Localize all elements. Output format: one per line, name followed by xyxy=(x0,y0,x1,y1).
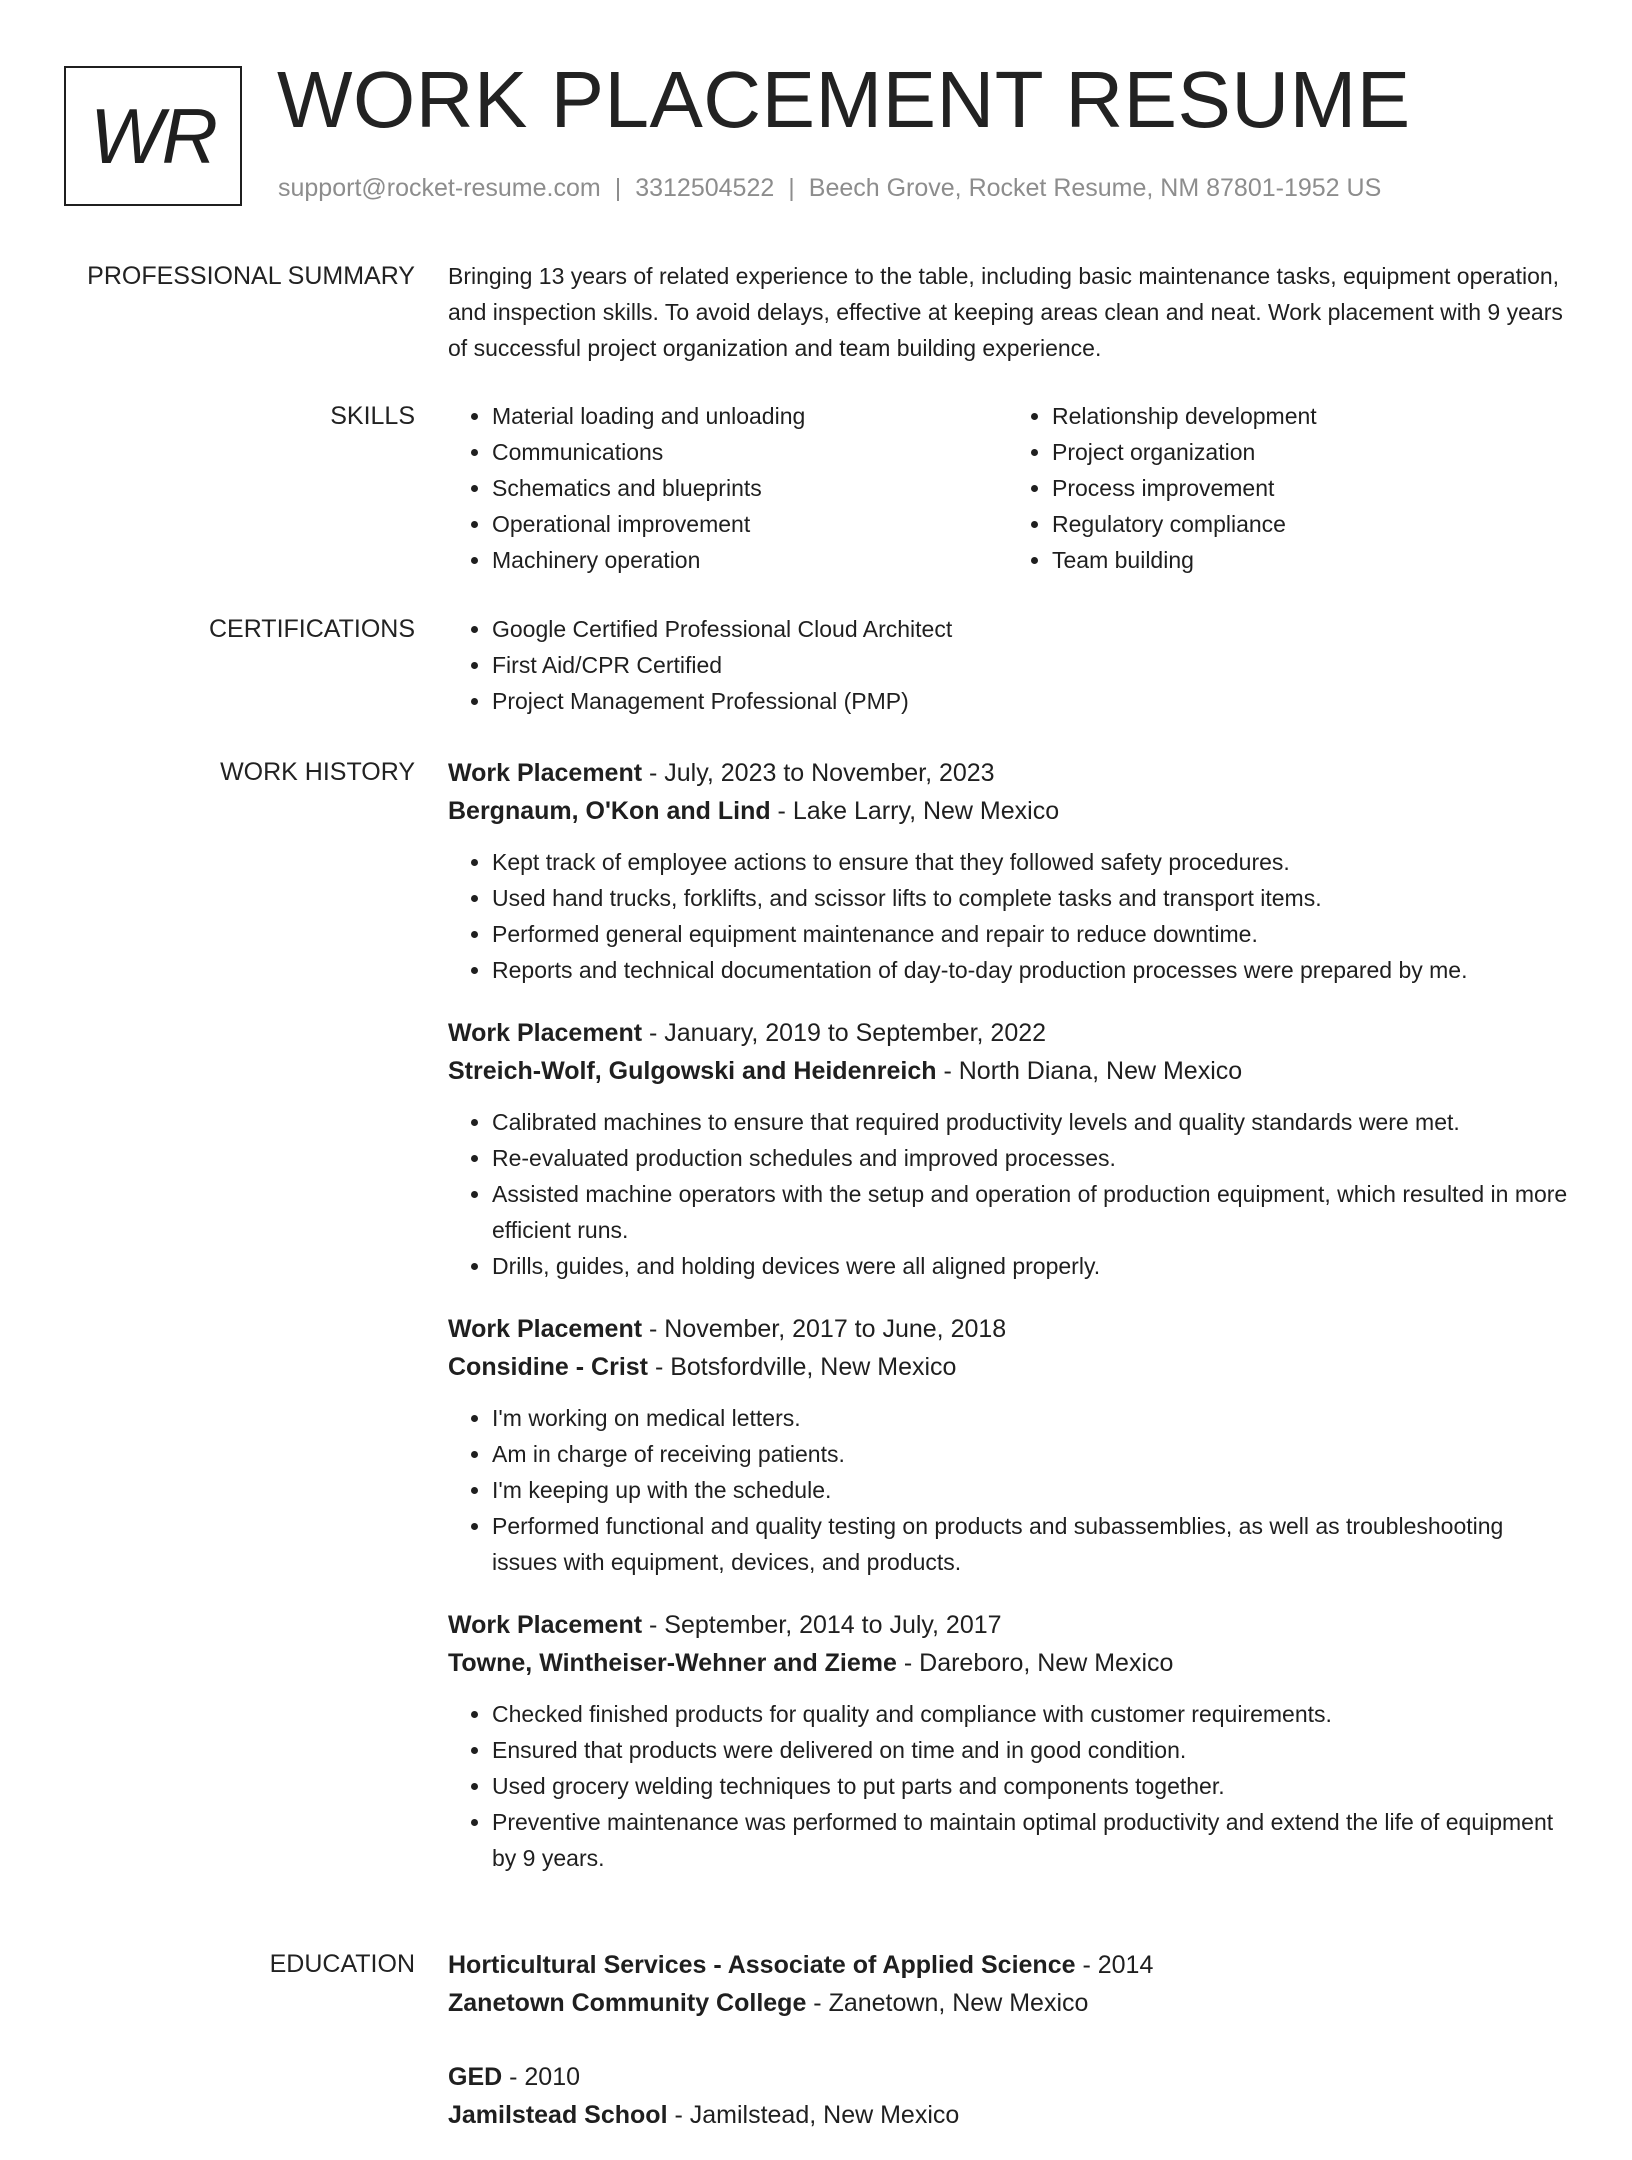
education-school-line xyxy=(448,2096,1568,2134)
job-duty: • Kept track of employee actions to ensure that they followed safety procedures. xyxy=(492,844,1568,880)
section-label-education: EDUCATION xyxy=(269,1950,415,1978)
education-degree-line xyxy=(448,1946,1568,1984)
job-duty: • I'm keeping up with the schedule. xyxy=(492,1472,1568,1508)
education-school: Jamilstead School xyxy=(448,2101,668,2129)
certification-item: • First Aid/CPR Certified xyxy=(492,647,1568,683)
education-entry xyxy=(448,1946,1568,2022)
contact-separator: | xyxy=(614,174,622,202)
education-degree: Horticultural Services - Associate of Applied Science xyxy=(448,1951,1076,1979)
contact-separator: | xyxy=(788,174,795,202)
education-location: - Jamilstead, New Mexico xyxy=(667,2101,960,2129)
education-school: Zanetown Community College xyxy=(448,1989,807,2017)
job-company: Considine - Crist xyxy=(448,1353,649,1381)
skill-item: • Communications xyxy=(492,434,1008,470)
section-label-work-history: WORK HISTORY xyxy=(220,758,415,786)
job-duty: • Assisted machine operators with the setup and operation of production equipment, which resulted in more efficient runs. xyxy=(492,1176,1568,1248)
job-duty: • Drills, guides, and holding devices were all aligned properly. xyxy=(492,1248,1568,1284)
skills-list-left xyxy=(448,398,1008,578)
job-title-line xyxy=(448,1014,1568,1052)
skill-item: • Process improvement xyxy=(1052,470,1568,506)
job-location: - Dareboro, New Mexico xyxy=(896,1649,1174,1677)
job-entry xyxy=(448,1310,1568,1580)
job-entry xyxy=(448,754,1568,988)
education-year: - 2014 xyxy=(1075,1951,1154,1979)
job-duty: • I'm working on medical letters. xyxy=(492,1400,1568,1436)
job-location: - Lake Larry, New Mexico xyxy=(770,797,1060,825)
skill-item: • Relationship development xyxy=(1052,398,1568,434)
job-dates: - July, 2023 to November, 2023 xyxy=(642,759,995,787)
skill-item: • Machinery operation xyxy=(492,542,1008,578)
skill-item: • Schematics and blueprints xyxy=(492,470,1008,506)
certification-item: • Project Management Professional (PMP) xyxy=(492,683,1568,719)
skill-item: • Project organization xyxy=(1052,434,1568,470)
skill-item: • Material loading and unloading xyxy=(492,398,1008,434)
job-company: Towne, Wintheiser-Wehner and Zieme xyxy=(448,1649,897,1677)
job-duty: • Calibrated machines to ensure that required productivity levels and quality standards were met. xyxy=(492,1104,1568,1140)
contact-email: support@rocket-resume.com xyxy=(278,174,601,202)
job-company-line xyxy=(448,1644,1568,1682)
job-dates: - January, 2019 to September, 2022 xyxy=(642,1019,1047,1047)
contact-address: Beech Grove, Rocket Resume, NM 87801-1952 US xyxy=(808,174,1382,202)
job-title: Work Placement xyxy=(448,759,643,787)
job-company-line xyxy=(448,1348,1568,1386)
job-title: Work Placement xyxy=(448,1611,643,1639)
job-company: Streich-Wolf, Gulgowski and Heidenreich xyxy=(448,1057,937,1085)
job-company: Bergnaum, O'Kon and Lind xyxy=(448,797,771,825)
job-title-line xyxy=(448,1606,1568,1644)
job-duties xyxy=(448,1696,1568,1876)
job-dates: - November, 2017 to June, 2018 xyxy=(642,1315,1007,1343)
education-location: - Zanetown, New Mexico xyxy=(806,1989,1089,2017)
job-duty: • Am in charge of receiving patients. xyxy=(492,1436,1568,1472)
education-school-line xyxy=(448,1984,1568,2022)
job-duties xyxy=(448,844,1568,988)
job-duty: • Preventive maintenance was performed to maintain optimal productivity and extend the life of equipment by 9 years. xyxy=(492,1804,1568,1876)
skill-item: • Team building xyxy=(1052,542,1568,578)
job-duty: • Used grocery welding techniques to put parts and components together. xyxy=(492,1768,1568,1804)
job-title-line xyxy=(448,754,1568,792)
job-title: Work Placement xyxy=(448,1019,643,1047)
job-duty: • Re-evaluated production schedules and improved processes. xyxy=(492,1140,1568,1176)
monogram: WR xyxy=(64,66,242,206)
job-title-line xyxy=(448,1310,1568,1348)
job-duty: • Used hand trucks, forklifts, and scissor lifts to complete tasks and transport items. xyxy=(492,880,1568,916)
section-label-skills: SKILLS xyxy=(330,402,415,430)
job-duty: • Checked finished products for quality and compliance with customer requirements. xyxy=(492,1696,1568,1732)
job-location: - North Diana, New Mexico xyxy=(936,1057,1243,1085)
job-duty: • Ensured that products were delivered on time and in good condition. xyxy=(492,1732,1568,1768)
job-company-line xyxy=(448,1052,1568,1090)
skill-item: • Operational improvement xyxy=(492,506,1008,542)
education-degree: GED xyxy=(448,2063,503,2091)
job-duties xyxy=(448,1104,1568,1284)
section-label-certifications: CERTIFICATIONS xyxy=(208,615,415,643)
skill-item: • Regulatory compliance xyxy=(1052,506,1568,542)
job-duties xyxy=(448,1400,1568,1580)
skills-list-right xyxy=(1008,398,1568,578)
contact-phone: 3312504522 xyxy=(635,174,775,202)
summary-text: Bringing 13 years of related experience to the table, including basic maintenance tasks, equipment operation, and inspection skills. To avoid delays, effective at keeping areas clean and neat. Work placement with 9 years of successful project organization and team building experience. xyxy=(448,263,1563,361)
job-dates: - September, 2014 to July, 2017 xyxy=(642,1611,1002,1639)
contact-info xyxy=(278,174,1381,203)
resume-title: WORK PLACEMENT RESUME xyxy=(277,55,1411,144)
job-duty: • Performed functional and quality testing on products and subassemblies, as well as troubleshooting issues with equipment, devices, and products. xyxy=(492,1508,1568,1580)
job-location: - Botsfordville, New Mexico xyxy=(648,1353,957,1381)
certification-item: • Google Certified Professional Cloud Architect xyxy=(492,611,1568,647)
job-entry xyxy=(448,1606,1568,1876)
job-title: Work Placement xyxy=(448,1315,643,1343)
job-company-line xyxy=(448,792,1568,830)
job-duty: • Reports and technical documentation of day-to-day production processes were prepared by me. xyxy=(492,952,1568,988)
certifications-list xyxy=(448,611,1568,719)
education-year: - 2010 xyxy=(502,2063,581,2091)
section-label-summary: PROFESSIONAL SUMMARY xyxy=(87,262,415,290)
job-entry xyxy=(448,1014,1568,1284)
education-degree-line xyxy=(448,2058,1568,2096)
job-duty: • Performed general equipment maintenance and repair to reduce downtime. xyxy=(492,916,1568,952)
education-entry xyxy=(448,2058,1568,2134)
